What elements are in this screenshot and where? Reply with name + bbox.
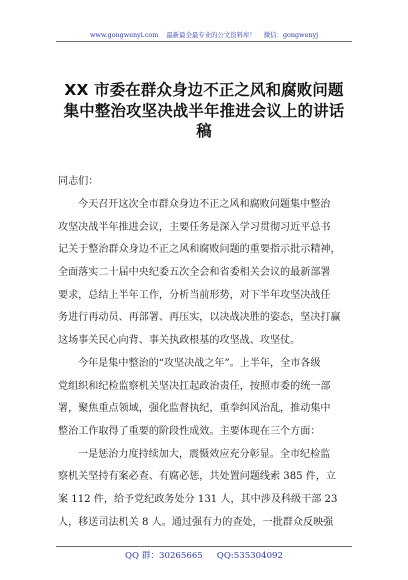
footer-qq-group: QQ 群：30265665 xyxy=(125,551,203,561)
salutation: 同志们： xyxy=(58,176,99,187)
paragraph-1-line-6: 务进行再动员、再部署、再压实，以决战决胜的姿态，坚决打赢 xyxy=(58,312,341,324)
footer-divider xyxy=(56,546,352,547)
paragraph-1-line-2: 攻坚决战半年推进会议，主要任务是深入学习贯彻习近平总书 xyxy=(58,221,331,233)
title-line-1: XX 市委在群众身边不正之风和腐败问题 xyxy=(64,81,344,99)
paragraph-2-line-2: 党组织和纪检监察机关坚决扛起政治责任，按照市委的统一部 xyxy=(58,380,331,392)
paragraph-3-line-3: 案 112 件，给予党纪政务处分 131 人，其中涉及科级干部 23 xyxy=(58,493,338,505)
header-website-link[interactable]: www.gongwenyi.com xyxy=(89,31,159,39)
paragraph-1-line-1: 今天召开这次全市群众身边不正之风和腐败问题集中整治 xyxy=(78,199,331,210)
paragraph-2-line-1: 今年是集中整治的“攻坚决战之年”。上半年，全市各级 xyxy=(78,357,321,369)
paragraph-1-line-4: 全面落实二十届中央纪委五次全会和省委相关会议的最新部署 xyxy=(58,267,331,279)
paragraph-2-line-3: 署，聚焦重点领域，强化监督执纪，重拳纠风治乱，推动集中 xyxy=(58,403,331,415)
title-line-2: 集中整治攻坚决战半年推进会议上的讲话 xyxy=(63,101,345,120)
paragraph-3-line-1: 一是惩治力度持续加大，震慑效应充分彰显。全市纪检监 xyxy=(78,448,331,460)
header-wechat: 微信：gongwenyj xyxy=(263,31,319,39)
document-body xyxy=(58,194,352,534)
header-slogan: 最新最全最专业的公文资料库！ xyxy=(166,31,256,39)
page-footer xyxy=(0,549,408,561)
paragraph-3-line-4: 人，移送司法机关 8 人。通过强有力的查处，一批群众反映强 xyxy=(58,516,334,528)
paragraph-3-line-2: 察机关坚持有案必查、有腐必惩，共处置问题线索 385 件，立 xyxy=(58,471,337,483)
paragraph-1-line-5: 要求，总结上半年工作，分析当前形势，对下半年攻坚决战任 xyxy=(58,289,331,301)
paragraph-1-line-3: 记关于整治群众身边不正之风和腐败问题的重要指示批示精神， xyxy=(58,244,341,256)
paragraph-1-line-7: 这场事关民心向背、事关执政根基的攻坚战、攻坚仗。 xyxy=(58,335,301,347)
title-line-3: 稿 xyxy=(196,122,212,140)
footer-qq: QQ:535304092 xyxy=(216,551,283,561)
document-title xyxy=(40,80,368,142)
page-header xyxy=(0,30,408,39)
paragraph-2-line-4: 整治工作取得了重要的阶段性成效。主要体现在三个方面： xyxy=(58,425,321,437)
header-divider xyxy=(56,41,352,42)
